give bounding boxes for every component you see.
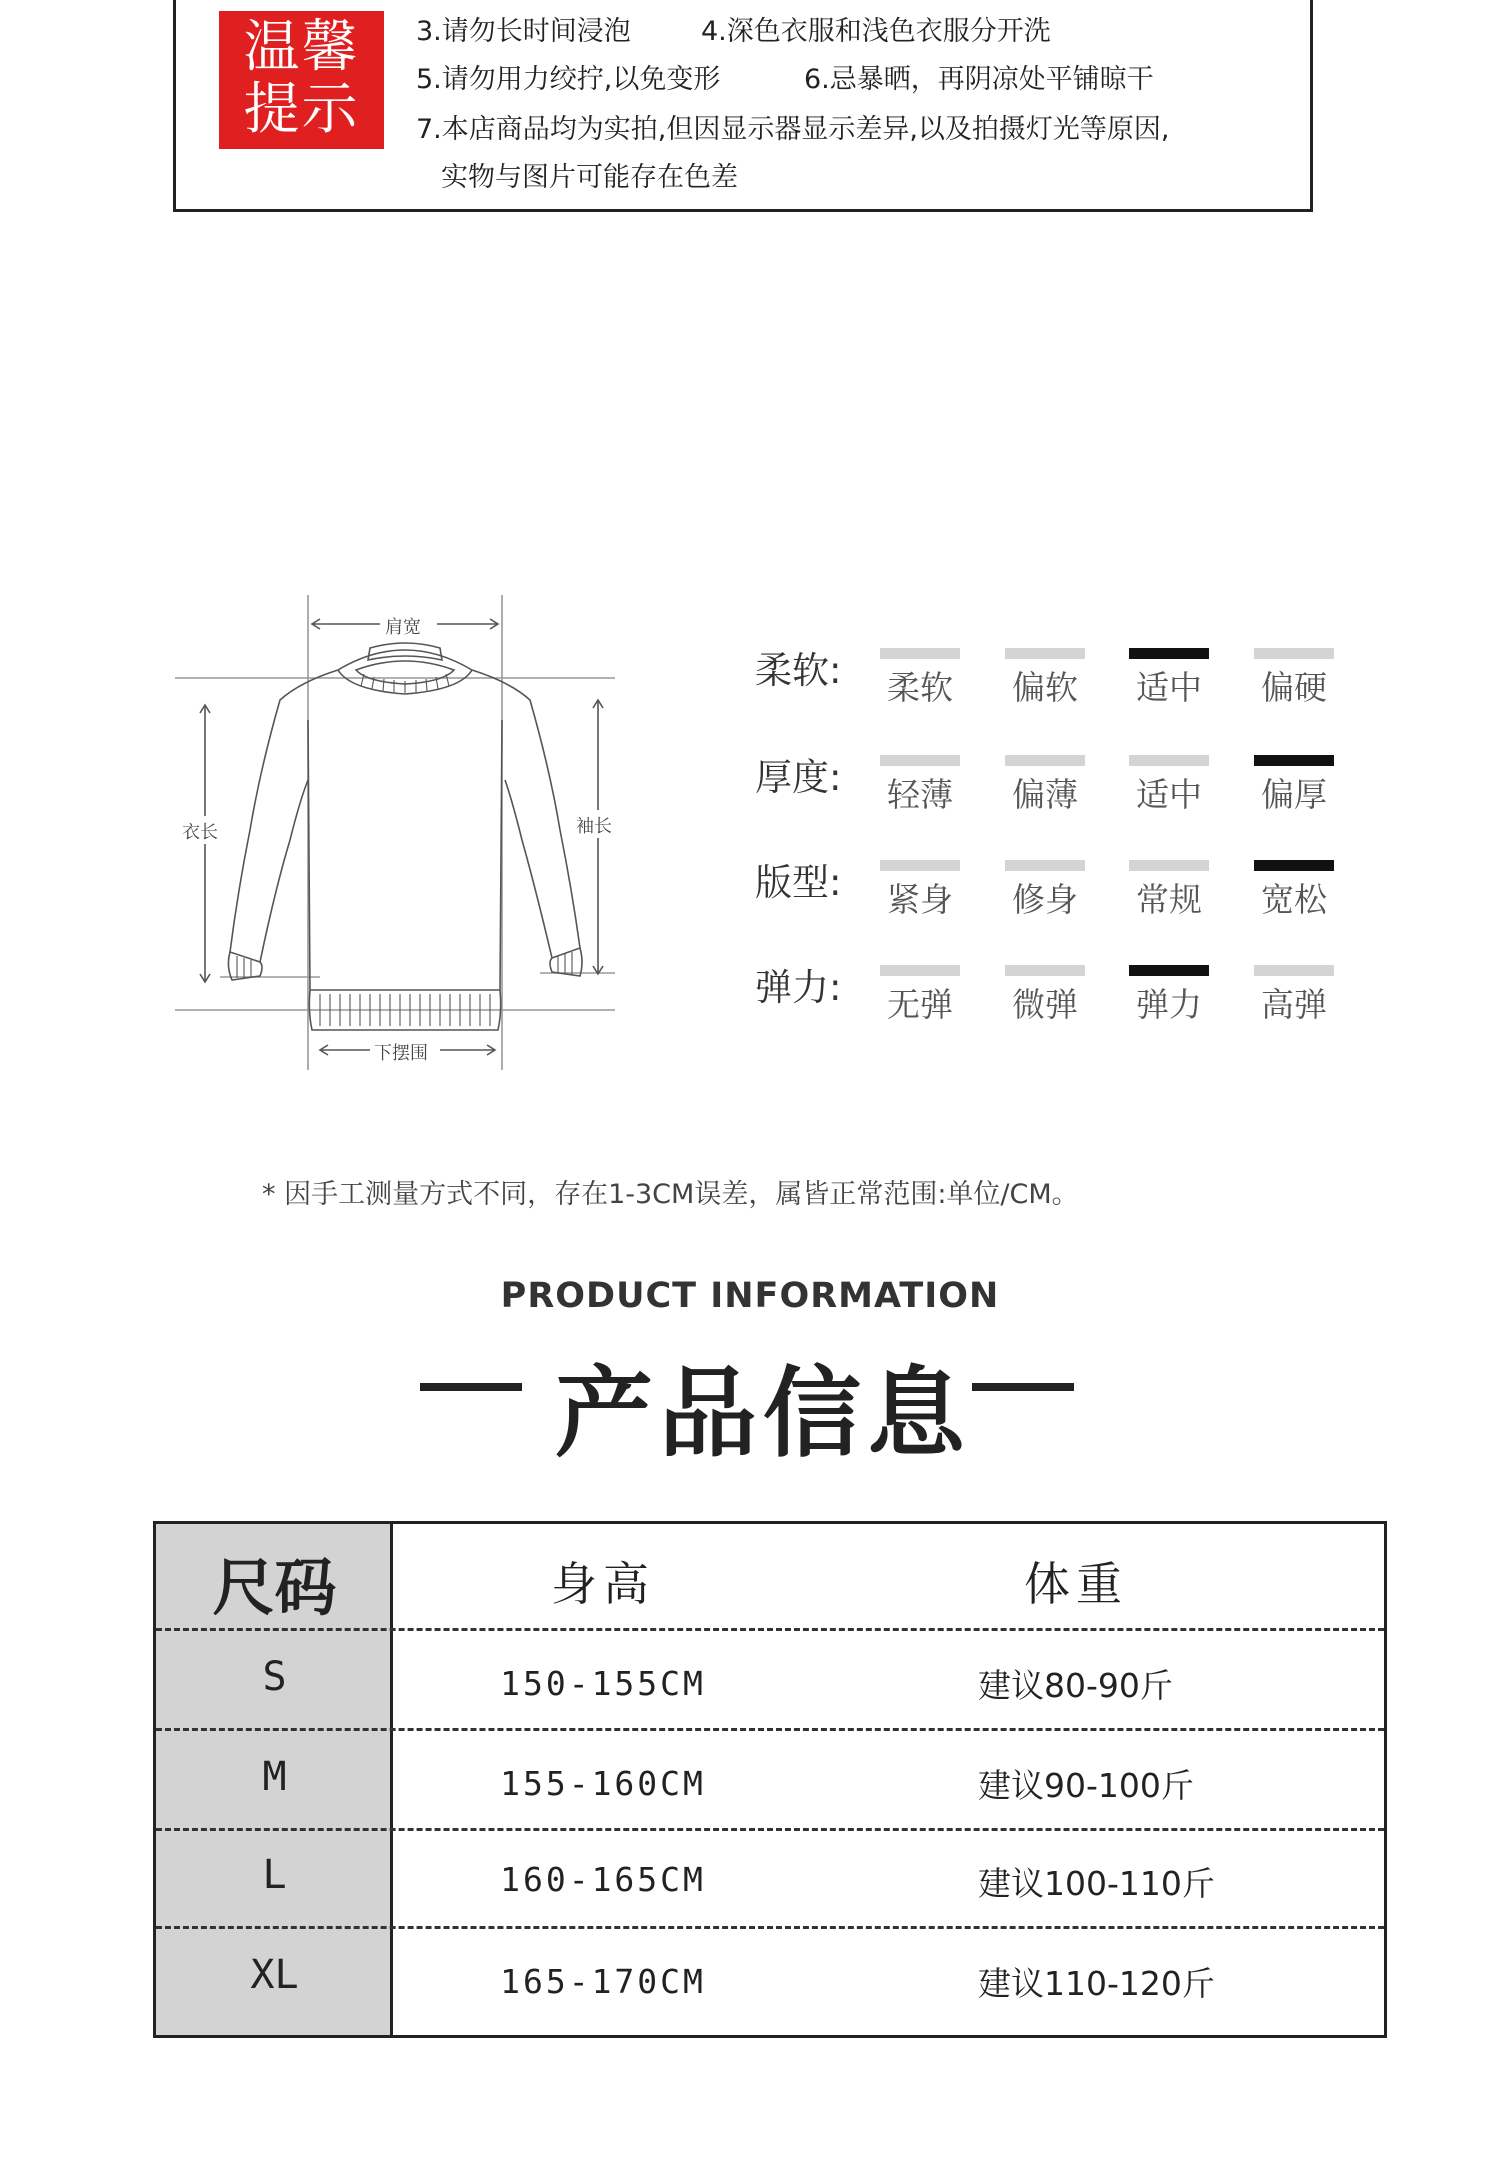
size-table <box>153 1521 1387 2038</box>
attr-title: 弹力: <box>755 966 842 1009</box>
attr-title: 版型: <box>755 861 842 904</box>
attr-option-label: 适中 <box>1136 775 1202 814</box>
table-row <box>156 1728 1384 1828</box>
attr-option <box>1254 860 1334 921</box>
attr-option <box>1129 860 1209 921</box>
tip-3: 3.请勿长时间浸泡 <box>416 16 631 47</box>
attr-bar <box>880 648 960 659</box>
attr-row-softness <box>755 640 1355 720</box>
attr-option <box>1005 860 1085 921</box>
attr-option <box>1254 965 1334 1026</box>
attr-title: 柔软: <box>755 649 842 692</box>
weight-cell: 建议90-100斤 <box>978 1766 1194 1805</box>
shoulder-label: 肩宽 <box>385 617 421 638</box>
attr-option <box>880 860 960 921</box>
weight-cell: 建议80-90斤 <box>978 1666 1173 1705</box>
product-info-en-title: PRODUCT INFORMATION <box>500 1276 1000 1316</box>
hem-label: 下摆围 <box>374 1043 428 1064</box>
attr-option-label: 偏软 <box>1012 668 1078 707</box>
tips-badge <box>219 11 384 149</box>
attr-bar <box>1254 860 1334 871</box>
attr-row-fit <box>755 852 1355 932</box>
tips-badge-line-2: 提示 <box>243 77 360 142</box>
attr-option <box>880 648 960 709</box>
attr-option-label: 微弹 <box>1012 985 1078 1024</box>
attr-bar <box>1005 965 1085 976</box>
attr-option <box>1129 755 1209 816</box>
measurement-diagram <box>160 590 640 1090</box>
size-cell: L <box>262 1852 287 1898</box>
size-cell: XL <box>250 1952 299 1998</box>
tip-6: 6.忌暴晒，再阴凉处平铺晾干 <box>804 64 1154 95</box>
height-cell: 160-165CM <box>500 1860 706 1899</box>
attr-option <box>1254 755 1334 816</box>
measurement-note: * 因手工测量方式不同，存在1-3CM误差，属皆正常范围:单位/CM。 <box>262 1179 1079 1210</box>
tip-5: 5.请勿用力绞拧,以免变形 <box>416 64 721 95</box>
care-tips-box <box>173 0 1313 212</box>
header-weight: 体重 <box>1024 1557 1128 1611</box>
size-cell: M <box>262 1754 287 1800</box>
tip-7-cont: 实物与图片可能存在色差 <box>441 162 738 193</box>
attr-bar <box>880 860 960 871</box>
attr-option <box>1254 648 1334 709</box>
height-cell: 150-155CM <box>500 1664 706 1703</box>
attr-option-label: 修身 <box>1012 880 1078 919</box>
attr-option <box>1005 648 1085 709</box>
table-row <box>156 1926 1384 2034</box>
attr-bar <box>1005 648 1085 659</box>
attr-bar <box>1254 755 1334 766</box>
tip-7: 7.本店商品均为实拍,但因显示器显示差异,以及拍摄灯光等原因, <box>416 114 1170 145</box>
weight-cell: 建议110-120斤 <box>978 1964 1215 2003</box>
attr-bar <box>1129 965 1209 976</box>
attr-option <box>1005 755 1085 816</box>
size-cell: S <box>262 1654 287 1700</box>
attr-bar <box>1005 755 1085 766</box>
table-header-row <box>156 1524 1384 1628</box>
weight-cell: 建议100-110斤 <box>978 1864 1215 1903</box>
heading-dash-left <box>420 1383 522 1391</box>
product-info-cn-title: 产品信息 <box>555 1357 972 1471</box>
length-label: 衣长 <box>182 822 218 843</box>
header-height: 身高 <box>551 1557 655 1611</box>
attr-bar <box>1254 648 1334 659</box>
table-row <box>156 1628 1384 1728</box>
attr-option-label: 偏硬 <box>1261 668 1327 707</box>
attr-option-label: 高弹 <box>1261 985 1327 1024</box>
attr-bar <box>1129 648 1209 659</box>
attr-option <box>880 965 960 1026</box>
height-cell: 155-160CM <box>500 1764 706 1803</box>
attr-row-elasticity <box>755 957 1355 1037</box>
attr-option-label: 偏薄 <box>1012 775 1078 814</box>
attr-option-label: 常规 <box>1136 880 1202 919</box>
tip-4: 4.深色衣服和浅色衣服分开洗 <box>701 16 1051 47</box>
attr-option <box>1005 965 1085 1026</box>
attr-option-label: 无弹 <box>887 985 953 1024</box>
attr-bar <box>880 965 960 976</box>
sleeve-label: 袖长 <box>576 816 612 837</box>
attr-bar <box>1005 860 1085 871</box>
attr-option-label: 紧身 <box>887 880 953 919</box>
sweater-outline-icon <box>160 590 640 1090</box>
attr-option-label: 轻薄 <box>887 775 953 814</box>
attr-bar <box>880 755 960 766</box>
tips-badge-line-1: 温馨 <box>243 15 360 80</box>
attr-bar <box>1254 965 1334 976</box>
attr-option-label: 偏厚 <box>1261 775 1327 814</box>
header-size: 尺码 <box>212 1551 337 1624</box>
attr-option-label: 适中 <box>1136 668 1202 707</box>
attr-title: 厚度: <box>755 756 842 799</box>
height-cell: 165-170CM <box>500 1962 706 2001</box>
attr-option-label: 宽松 <box>1261 880 1327 919</box>
attr-bar <box>1129 755 1209 766</box>
heading-dash-right <box>972 1383 1074 1391</box>
attr-bar <box>1129 860 1209 871</box>
attr-row-thickness <box>755 747 1355 827</box>
attr-option <box>1129 648 1209 709</box>
attr-option-label: 柔软 <box>887 668 953 707</box>
attr-option <box>880 755 960 816</box>
attr-option-label: 弹力 <box>1136 985 1202 1024</box>
attr-option <box>1129 965 1209 1026</box>
table-row <box>156 1828 1384 1926</box>
